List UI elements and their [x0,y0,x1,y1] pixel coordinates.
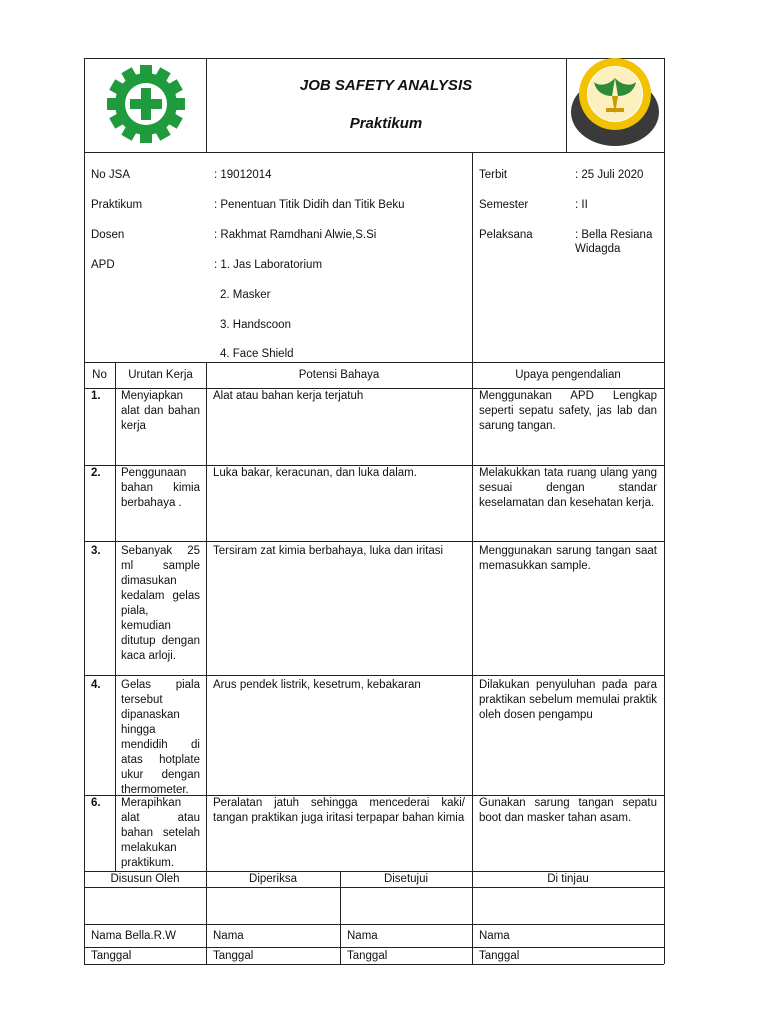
sig-nama: Nama [479,930,510,942]
col-header-urutan: Urutan Kerja [128,369,193,381]
row-bahaya: Luka bakar, keracunan, dan luka dalam. [213,467,417,479]
apd-item: 3. Handscoon [220,319,291,331]
rule-header-right-col [566,58,567,152]
value-dosen: : Rakhmat Ramdhani Alwie,S.Si [214,229,377,241]
rule-row-3 [84,675,664,676]
apd-item: : 1. Jas Laboratorium [214,259,323,271]
row-urutan: Merapihkan alat atau bahan setelah melakukan praktikum. [121,797,200,869]
label-dosen: Dosen [91,229,125,241]
institution-seal-icon [568,56,662,148]
value-pelaksana: : Bella Resiana [575,229,653,241]
page-subtitle: Praktikum [349,115,423,132]
row-urutan: Sebanyak 25 ml sample dimasukan kedalam gelas piala, kemudian ditutup dengan kaca arloji. [121,545,200,662]
col-header-bahaya: Potensi Bahaya [298,369,380,381]
sig-header-disetujui: Disetujui [383,873,429,885]
value-semester: : II [575,199,588,211]
row-no: 3. [91,545,101,557]
row-urutan: Gelas piala tersebut dipanaskan hingga mendidih di atas hotplate ukur dengan thermometer. [121,679,200,796]
rule-right [664,58,665,964]
row-upaya: Menggunakan sarung tangan saat memasukkan sample. [479,545,657,572]
row-no: 6. [91,797,101,809]
row-urutan: Menyiapkan alat dan bahan kerja [121,390,200,432]
rule-left [84,58,85,964]
row-no: 1. [91,390,101,402]
label-no-jsa: No JSA [91,169,130,181]
rule-header-left-col [206,58,207,152]
row-bahaya: Arus pendek listrik, kesetrum, kebakaran [213,679,421,691]
k3-logo [94,64,198,144]
row-upaya: Dilakukan penyuluhan pada para praktikan sebelum memulai praktik oleh dosen pengampu [479,679,657,721]
sig-nama: Nama [347,930,378,942]
rule-info-bottom [84,362,664,363]
rule-header-bottom [84,152,664,153]
rule-row-2 [84,541,664,542]
row-upaya: Gunakan sarung tangan sepatu boot dan masker tahan asam. [479,797,657,824]
sig-tanggal: Tanggal [213,950,254,962]
sig-header-diperiksa: Diperiksa [249,873,297,885]
row-bahaya: Tersiram zat kimia berbahaya, luka dan iritasi [213,545,444,557]
sig-tanggal: Tanggal [479,950,520,962]
label-terbit: Terbit [479,169,508,181]
sig-tanggal: Tanggal [91,950,132,962]
sig-nama: Nama Bella.R.W [91,930,176,942]
rule-sig-header [84,887,664,888]
value-no-jsa: : 19012014 [214,169,272,181]
institution-seal [568,56,662,148]
row-bahaya: Alat atau bahan kerja terjatuh [213,390,364,402]
label-apd: APD [91,259,115,271]
rule-col-upaya [472,152,473,871]
label-praktikum: Praktikum [91,199,143,211]
rule-col-no [115,362,116,871]
row-bahaya: Peralatan jatuh sehingga mencederai kaki/ tangan praktikan juga iritasi terpapar bahan kimia [213,797,465,824]
value-terbit: : 25 Juli 2020 [575,169,644,181]
value-pelaksana-line2: Widagda [575,243,621,255]
value-praktikum: : Penentuan Titik Didih dan Titik Beku [214,199,405,211]
sig-nama: Nama [213,930,244,942]
row-upaya: Melakukkan tata ruang ulang yang sesuai dengan standar keselamatan dan kesehatan kerja. [479,467,657,509]
col-header-upaya: Upaya pengendalian [515,369,621,381]
label-semester: Semester [479,199,529,211]
row-no: 2. [91,467,101,479]
sig-tanggal: Tanggal [347,950,388,962]
row-urutan: Penggunaan bahan kimia berbahaya . [121,467,200,509]
apd-item: 2. Masker [220,289,271,301]
rule-sig-blank [84,924,664,925]
label-pelaksana: Pelaksana [479,229,533,241]
apd-item: 4. Face Shield [220,348,294,360]
sig-header-ditinjau: Di tinjau [547,873,589,885]
row-upaya: Menggunakan APD Lengkap seperti sepatu safety, jas lab dan sarung tangan. [479,390,657,432]
sig-header-disusun: Disusun Oleh [110,873,180,885]
col-header-no: No [92,369,107,381]
rule-bottom [84,964,664,965]
page-title: JOB SAFETY ANALYSIS [299,77,473,94]
row-no: 4. [91,679,101,691]
k3-safety-cross-gear-icon [94,64,198,144]
rule-sig-nama [84,947,664,948]
